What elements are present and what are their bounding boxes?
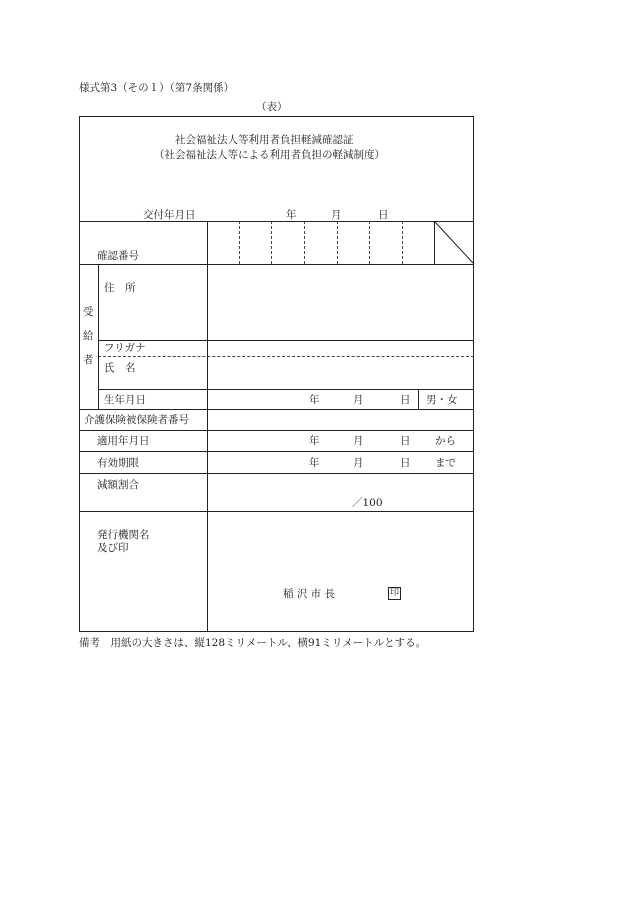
seal-mark: 印 xyxy=(389,588,399,598)
confirm-cell-divider xyxy=(271,221,272,264)
form-subtitle: （社会福祉法人等による利用者負担の軽減制度） xyxy=(154,149,385,161)
issue-date-year: 年 xyxy=(286,209,297,221)
furigana-label: フリガナ xyxy=(104,342,146,354)
confirm-cell-divider xyxy=(304,221,305,264)
rule-gender-divider xyxy=(418,389,419,409)
apply-date-year: 年 xyxy=(309,435,320,447)
birth-year: 年 xyxy=(309,394,320,406)
rule-valid-bottom xyxy=(79,473,474,474)
recipient-group-char: 者 xyxy=(83,354,94,366)
issuer-label-line2: 及び印 xyxy=(97,542,129,554)
gender-options: 男・女 xyxy=(426,394,458,406)
reduction-value: ／100 xyxy=(352,497,383,509)
issuer-label-line1: 発行機関名 xyxy=(97,529,150,541)
insured-number-label: 介護保険被保険者番号 xyxy=(84,414,189,426)
rule-birth-bottom xyxy=(79,409,474,410)
birth-label: 生年月日 xyxy=(104,394,146,406)
issue-date-day: 日 xyxy=(378,209,389,221)
footer-note: 備考 用紙の大きさは、縦128ミリメートル、横91ミリメートルとする。 xyxy=(79,637,427,649)
apply-date-suffix: から xyxy=(435,435,456,447)
confirm-diagonal xyxy=(434,221,475,265)
name-label: 氏 名 xyxy=(104,362,136,374)
confirm-cell-divider xyxy=(402,221,403,264)
confirmation-label: 確認番号 xyxy=(97,250,139,262)
issuer-name: 稲 沢 市 長 xyxy=(283,588,336,600)
rule-apply-bottom xyxy=(79,451,474,452)
recipient-group-char: 受 xyxy=(83,306,94,318)
confirm-cell-divider xyxy=(337,221,338,264)
form-frame xyxy=(79,116,474,632)
rule-insured-bottom xyxy=(79,430,474,431)
confirm-cell-divider xyxy=(369,221,370,264)
valid-period-suffix: まで xyxy=(435,457,456,469)
valid-period-day: 日 xyxy=(400,457,411,469)
rule-label-column xyxy=(207,221,208,632)
rule-title-bottom xyxy=(79,221,474,222)
valid-period-label: 有効期限 xyxy=(97,457,139,469)
birth-day: 日 xyxy=(400,394,411,406)
form-title: 社会福祉法人等利用者負担軽減確認証 xyxy=(175,134,354,146)
rule-confirm-bottom xyxy=(79,264,474,265)
side-label: （表） xyxy=(256,101,288,113)
confirm-cell-divider xyxy=(239,221,240,264)
apply-date-label: 適用年月日 xyxy=(97,435,150,447)
rule-address-bottom xyxy=(98,340,474,341)
issue-date-label: 交付年月日 xyxy=(143,209,196,221)
valid-period-year: 年 xyxy=(309,457,320,469)
issue-date-month: 月 xyxy=(331,209,342,221)
reduction-label: 減額割合 xyxy=(97,479,139,491)
apply-date-month: 月 xyxy=(353,435,364,447)
address-label: 住 所 xyxy=(104,282,136,294)
rule-furigana-dashed xyxy=(98,356,474,357)
rule-recipient-group xyxy=(98,264,99,409)
form-number: 様式第3（その１）（第7条関係） xyxy=(79,82,235,94)
valid-period-month: 月 xyxy=(353,457,364,469)
apply-date-day: 日 xyxy=(400,435,411,447)
birth-month: 月 xyxy=(353,394,364,406)
recipient-group-char: 給 xyxy=(83,330,94,342)
rule-reduction-bottom xyxy=(79,511,474,512)
